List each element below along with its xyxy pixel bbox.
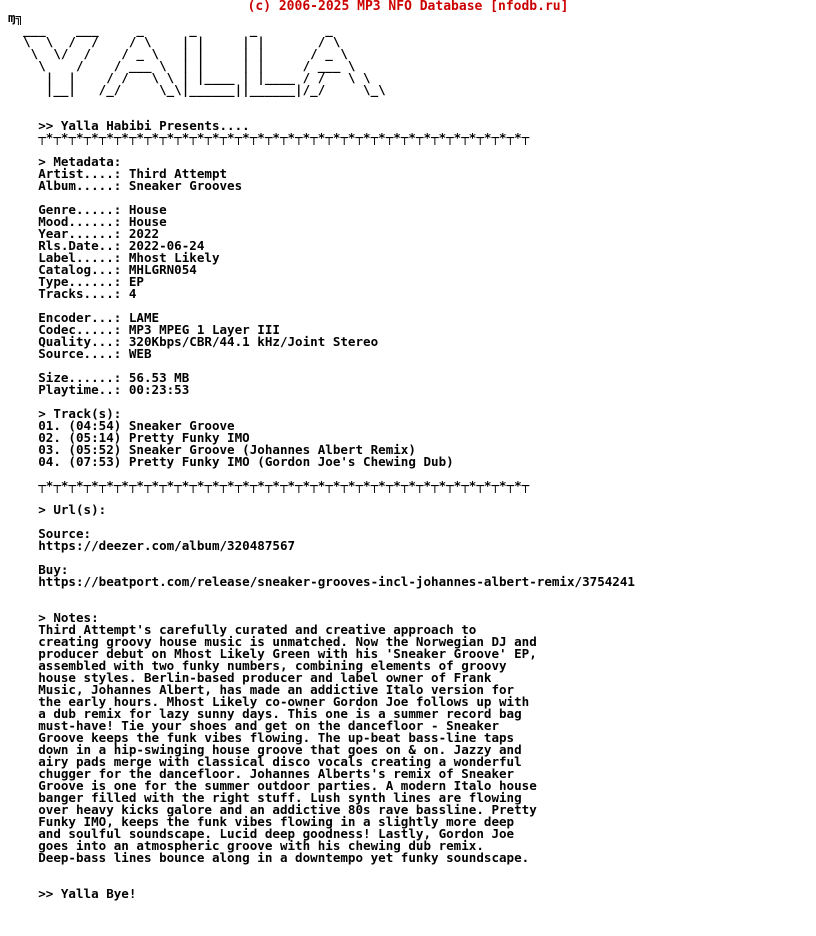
nfo-line: Music, Johannes Albert, has made an addictive Italo version for: [8, 682, 515, 697]
nfo-line: Deep-bass lines bounce along in a downtempo yet funky soundscape.: [8, 850, 530, 865]
nfo-line: airy pads merge with classical disco vocals creating a wonderful: [8, 754, 522, 769]
nfo-line: Mood......: House: [8, 214, 167, 229]
nfo-line: >> Yalla Habibi Presents....: [8, 118, 250, 133]
nfo-line: a dub remix for lazy sunny days. This one is a summer record bag: [8, 706, 522, 721]
nfo-line: Encoder...: LAME: [8, 310, 160, 325]
nfo-line: 03. (05:52) Sneaker Groove (Johannes Albert Remix): [8, 442, 416, 457]
nfo-line: https://beatport.com/release/sneaker-grooves-incl-johannes-albert-remix/3754241: [8, 574, 635, 589]
nfo-line: \ \/ / / _ \ | | | | / _ \: [8, 46, 348, 61]
nfo-line: Year......: 2022: [8, 226, 160, 241]
nfo-line: > Url(s):: [8, 502, 107, 517]
nfo-line: \ \ / / / \ | | | | / \: [8, 34, 341, 49]
nfo-line: banger filled with the right stuff. Lush synth lines are flowing: [8, 790, 522, 805]
nfo-line: \ / / ___ \ | | | | / ___ \: [8, 58, 356, 73]
nfo-line: Catalog...: MHLGRN054: [8, 262, 197, 277]
nfo-line: Rls.Date..: 2022-06-24: [8, 238, 205, 253]
nfo-line: 02. (05:14) Pretty Funky IMO: [8, 430, 250, 445]
nfo-line: chugger for the dancefloor. Johannes Alberts's remix of Sneaker: [8, 766, 515, 781]
nfo-line: Artist....: Third Attempt: [8, 166, 228, 181]
nfo-line: Size......: 56.53 MB: [8, 370, 190, 385]
nfo-line: Funky IMO, keeps the funk vibes flowing in a slightly more deep: [8, 814, 515, 829]
nfo-line: goes into an atmospheric groove with his chewing dub remix.: [8, 838, 484, 853]
nfo-line: > Notes:: [8, 610, 99, 625]
nfo-line: ┬*┬*┬*┬*┬*┬*┬*┬*┬*┬*┬*┬*┬*┬*┬*┬*┬*┬*┬*┬*┬*┬*┬*┬*┬*┬*┬*┬*┬*┬*┬*┬*┬: [8, 130, 530, 145]
nfo-line: producer debut on Mhost Likely Green with his 'Sneaker Groove' EP,: [8, 646, 537, 661]
nfo-line: Playtime..: 00:23:53: [8, 382, 190, 397]
nfo-line: Source....: WEB: [8, 346, 152, 361]
nfo-line: > Metadata:: [8, 154, 122, 169]
nfo-line: ___ ___ _ _ _ _: [8, 22, 333, 37]
nfo-line: ┬*┬*┬*┬*┬*┬*┬*┬*┬*┬*┬*┬*┬*┬*┬*┬*┬*┬*┬*┬*┬*┬*┬*┬*┬*┬*┬*┬*┬*┬*┬*┬*┬: [8, 478, 530, 493]
nfo-line: Quality...: 320Kbps/CBR/44.1 kHz/Joint Stereo: [8, 334, 379, 349]
nfo-line: Third Attempt's carefully curated and creative approach to: [8, 622, 477, 637]
nfo-line: >> Yalla Bye!: [8, 886, 137, 901]
nfo-line: Genre.....: House: [8, 202, 167, 217]
site-header: (c) 2006-2025 MP3 NFO Database [nfodb.ru]: [247, 0, 569, 14]
nfo-line: Tracks....: 4: [8, 286, 137, 301]
nfo-line: https://deezer.com/album/320487567: [8, 538, 296, 553]
nfo-line: down in a hip-swinging house groove that goes on & on. Jazzy and: [8, 742, 522, 757]
nfo-line: Label.....: Mhost Likely: [8, 250, 220, 265]
nfo-line: 04. (07:53) Pretty Funky IMO (Gordon Joe's Chewing Dub): [8, 454, 454, 469]
nfo-line: must-have! Tie your shoes and get on the dancefloor - Sneaker: [8, 718, 500, 733]
nfo-text-body: [8, 12, 635, 900]
nfo-line: the early hours. Mhost Likely co-owner Gordon Joe follows up with: [8, 694, 530, 709]
nfo-line: assembled with two funky numbers, combining elements of groovy: [8, 658, 507, 673]
nfo-line: Source:: [8, 526, 92, 541]
nfo-line: over heavy kicks galore and an addictive 80s rave bassline. Pretty: [8, 802, 537, 817]
nfo-line: house styles. Berlin-based producer and label owner of Frank: [8, 670, 492, 685]
nfo-line: 01. (04:54) Sneaker Groove: [8, 418, 235, 433]
nfo-line: | | / / \ \ | |____ | |____ / / \ \: [8, 70, 371, 85]
nfo-line: Type......: EP: [8, 274, 144, 289]
nfo-line: Codec.....: MP3 MPEG 1 Layer III: [8, 322, 280, 337]
nfo-line: Groove is one for the summer outdoor parties. A modern Italo house: [8, 778, 537, 793]
nfo-line: and soulful soundscape. Lucid deep goodness! Lastly, Gordon Joe: [8, 826, 515, 841]
nfo-line: Album.....: Sneaker Grooves: [8, 178, 243, 193]
nfo-line: creating groovy house music is unmatched. Now the Norwegian DJ and: [8, 634, 537, 649]
nfo-line: > Track(s):: [8, 406, 122, 421]
nfo-line: |__| /_/ \_\|______||______|/_/ \_\: [8, 82, 386, 97]
nfo-line: Groove keeps the funk vibes flowing. The up-beat bass-line taps: [8, 730, 515, 745]
nfo-line: Buy:: [8, 562, 69, 577]
nfo-line: ɱ╗: [8, 10, 24, 25]
